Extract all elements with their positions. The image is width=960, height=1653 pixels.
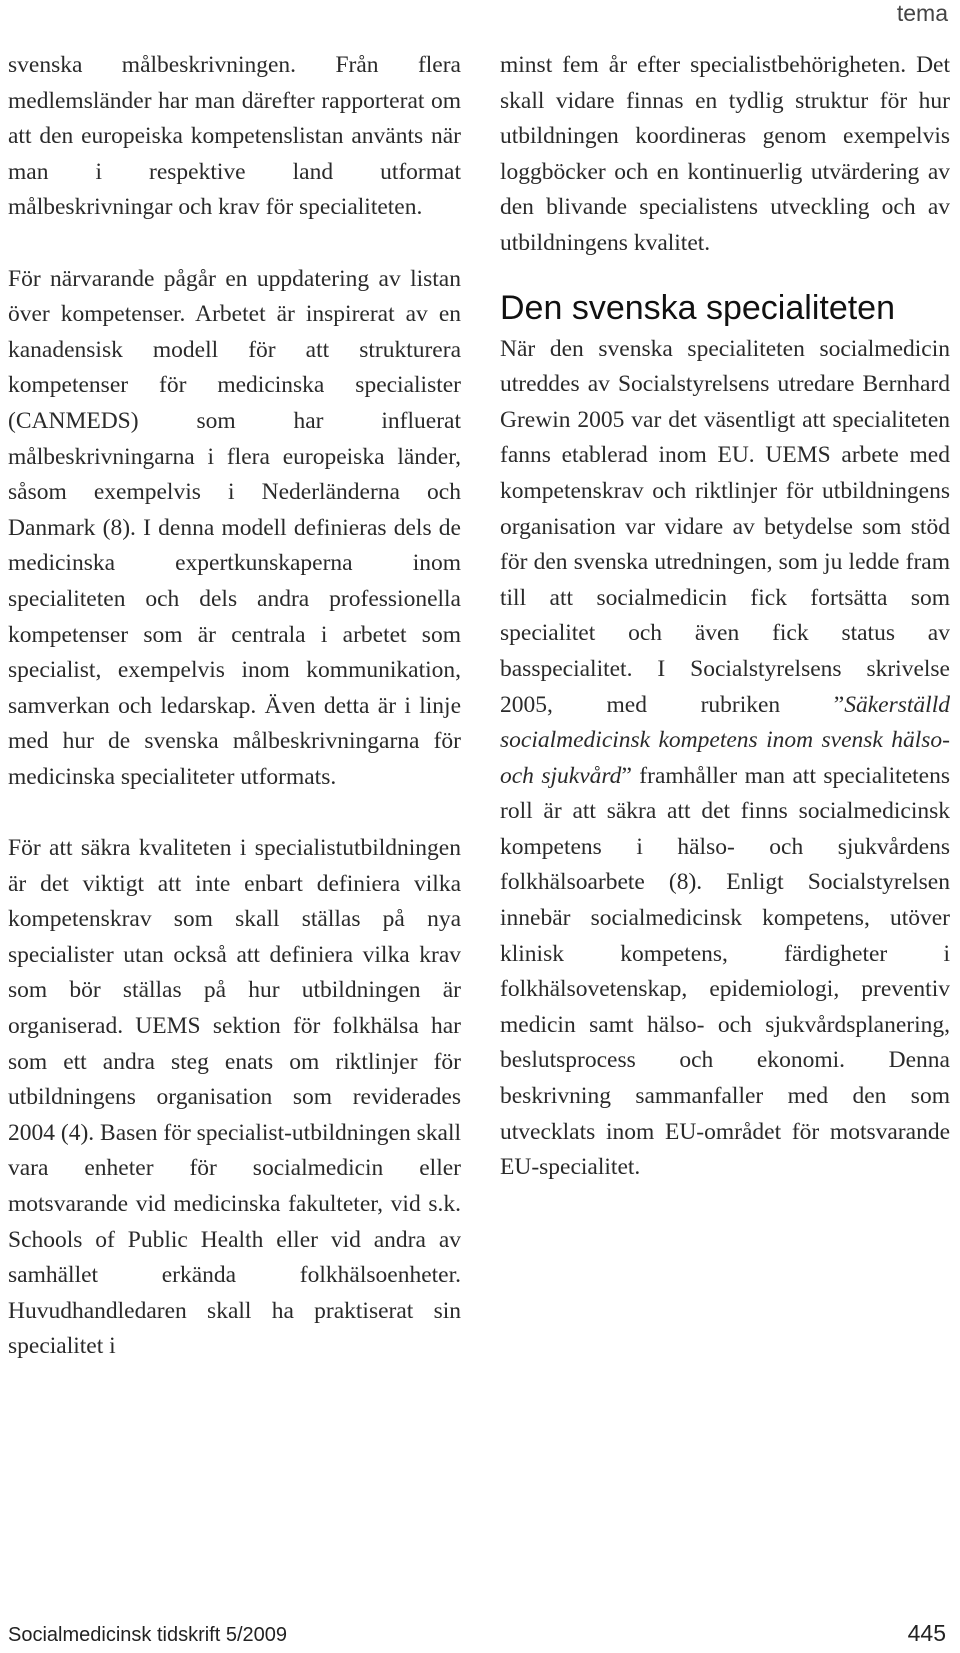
body-paragraph: svenska målbeskrivningen. Från flera medlemsländer har man därefter rapporterat om att den europeiska kompetenslistan använts när man i respektive land utformat målbeskrivningar och krav för specialiteten. [8,52,461,221]
body-paragraph: minst fem år efter specialistbehörigheten. Det skall vidare finnas en tydlig struktur för hur utbildningen koordineras genom exempelvis loggböcker och en kontinuerlig utvärdering av den blivande specialistens utveckling och av utbildningens kvalitet. [500,52,950,256]
page-number: 445 [907,1620,946,1646]
body-paragraph [500,332,950,1186]
page-footer [8,1620,946,1647]
journal-name: Socialmedicinsk tidskrift 5/2009 [8,1624,288,1646]
section-tag: tema [896,0,948,26]
document-title: Säkerställd socialmedicinsk kompetens inom svensk hälso- och sjukvård [500,691,950,789]
right-column [500,48,950,1186]
left-column [8,48,461,1365]
paragraph-text: När den svenska specialiteten socialmedicin utreddes av Socialstyrelsens utredare Bernhard Grewin 2005 var det väsentligt att specialiteten fanns etablerad inom EU. UEMS arbete med kompetenskrav och riktlinjer för utbildningens organisation var vidare av betydelse som stöd för den svenska utredningen, som ju ledde fram till att socialmedicin fick fortsätta som specialitet och även fick status av basspecialitet. I Socialstyrelsens skrivelse 2005, med rubriken ” [500,335,950,718]
paragraph-text: ” framhåller man att specialitetens roll är att säkra att det finns socialmedicinsk kompetens i hälso- och sjukvårdens folkhälsoarbete (8). Enligt Socialstyrelsen innebär socialmedicinsk kompetens, utöver klinisk kompetens, färdigheter i folkhälsovetenskap, epidemiologi, preventiv medicin samt hälso- och sjukvårdsplanering, beslutsprocess och ekonomi. Denna beskrivning sammanfaller med den som utvecklats inom EU-området för motsvarande EU-specialitet. [500,762,950,1181]
body-paragraph: För att säkra kvaliteten i specialistutbildningen är det viktigt att inte enbart definiera vilka kompetenskrav som skall ställas på nya specialister utan också att definiera vilka krav som bör ställas på hur utbildningen är organiserad. UEMS sektion för folkhälsa har som ett andra steg enats om riktlinjer för utbildningens organisation som reviderades 2004 (4). Basen för specialist-utbildningen skall vara enheter för socialmedicin eller motsvarande vid medicinska fakulteter, vid s.k. Schools of Public Health eller vid andra av samhället erkända folkhälsoenheter. Huvudhandledaren skall ha praktiserat sin specialitet i [8,835,461,1360]
section-heading: Den svenska specialiteten [500,288,896,327]
body-paragraph: För närvarande pågår en uppdatering av listan över kompetenser. Arbetet är inspirerat av en kanadensisk modell för att strukturera kompetenser för medicinska specialister (CANMEDS) som har influerat målbeskrivningarna i flera europeiska länder, såsom exempelvis i Nederländerna och Danmark (8). I denna modell definieras dels de medicinska expertkunskaperna inom specialiteten och dels andra professionella kompetenser som är centrala i arbetet som specialist, exempelvis inom kommunikation, samverkan och ledarskap. Även detta är i linje med hur de svenska målbeskrivningarna för medicinska specialiteter utformats. [8,265,461,790]
